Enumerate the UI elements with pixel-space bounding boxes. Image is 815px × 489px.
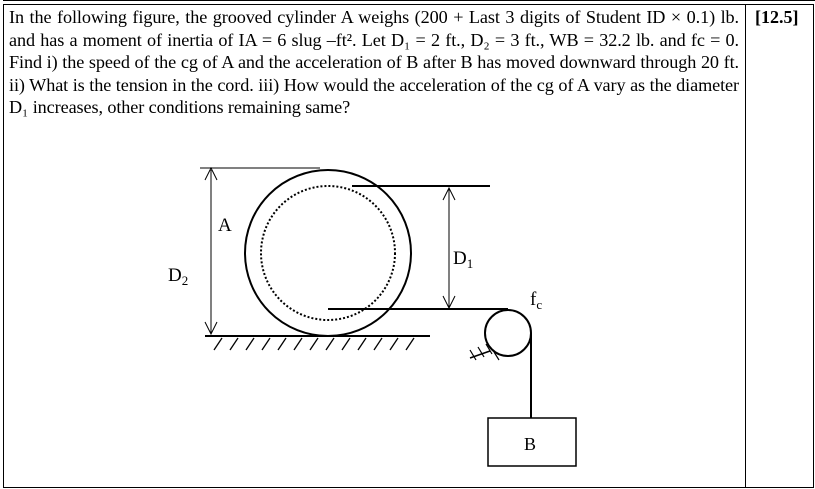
ground-hatch [214, 338, 414, 350]
friction-label: $f_c$ [530, 289, 543, 312]
marks-label: [12.5] [755, 7, 799, 27]
block-label: B [524, 434, 537, 454]
mechanics-figure [160, 150, 600, 480]
cylinder-label: A [218, 215, 232, 236]
table-top-border [3, 0, 815, 1]
d2-label: $D_2$ [168, 265, 189, 288]
pulley [485, 310, 531, 356]
d1-label: $D_1$ [453, 248, 474, 271]
pulley-hatch [470, 344, 499, 360]
question-text: In the following figure, the grooved cylinder A weighs (200 + Last 3 digits of Student ID × 0.1) lb. and has a moment of inertia of IA = 6 slug –ft². Let D₁ = 2 ft., D₂ = 3 ft., WB = 32.2 lb. and fc = 0. Find i) the speed of the cg of A and the acceleration of B after B has moved downward through 20 ft. ii) What is the tension in the cord. iii) How would the acceleration of the cg of A vary as the diameter D₁ increases, other conditions remaining same? [9, 7, 739, 118]
marks-cell [745, 4, 814, 488]
inner-groove [261, 186, 395, 320]
outer-cylinder [245, 170, 411, 336]
